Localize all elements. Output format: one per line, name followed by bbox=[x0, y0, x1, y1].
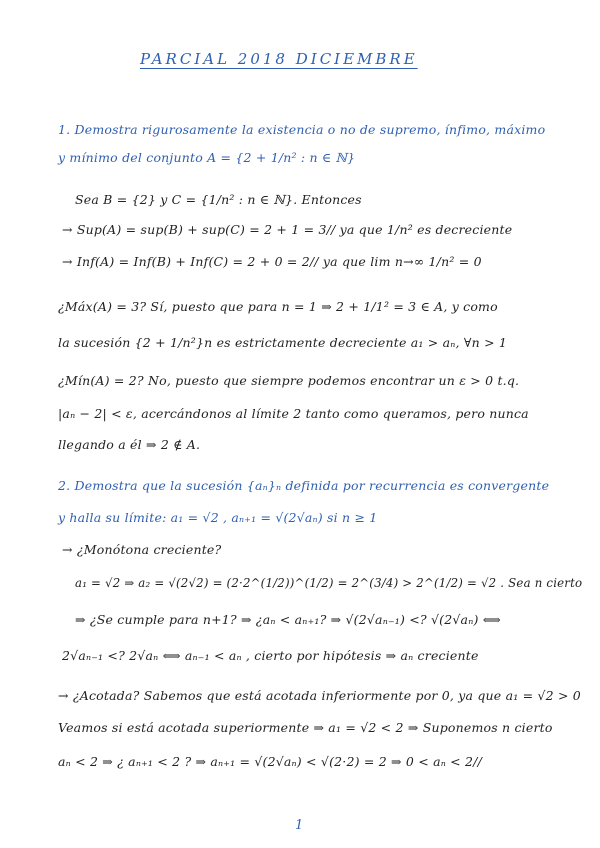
page-title: PARCIAL 2018 DICIEMBRE bbox=[140, 50, 418, 68]
solution-2-line: a₁ = √2 ⇒ a₂ = √(2√2) = (2·2^(1/2))^(1/2) = 2^(3/4) > 2^(1/2) = √2 . Sea n cierto bbox=[75, 576, 583, 590]
solution-1-line: Sea B = {2} y C = {1/n² : n ∈ ℕ}. Entonces bbox=[75, 192, 362, 207]
problem-1-statement-line-2: y mínimo del conjunto A = {2 + 1/n² : n ∈ ℕ} bbox=[58, 150, 356, 165]
solution-1-line: → Sup(A) = sup(B) + sup(C) = 2 + 1 = 3// ya que 1/n² es decreciente bbox=[62, 222, 513, 237]
solution-2-line: Veamos si está acotada superiormente ⇒ a₁ = √2 < 2 ⇒ Suponemos n cierto bbox=[58, 720, 553, 735]
solution-1-line: llegando a él ⇒ 2 ∉ A. bbox=[58, 437, 201, 452]
problem-2-statement-line-2: y halla su límite: a₁ = √2 , aₙ₊₁ = √(2√aₙ) si n ≥ 1 bbox=[58, 510, 378, 525]
solution-2-line: aₙ < 2 ⇒ ¿ aₙ₊₁ < 2 ? ⇒ aₙ₊₁ = √(2√aₙ) < √(2·2) = 2 ⇒ 0 < aₙ < 2// bbox=[58, 754, 482, 769]
solution-1-line: |aₙ − 2| < ε, acercándonos al límite 2 tanto como queramos, pero nunca bbox=[58, 406, 529, 421]
solution-1-line: → Inf(A) = Inf(B) + Inf(C) = 2 + 0 = 2// ya que lim n→∞ 1/n² = 0 bbox=[62, 254, 482, 269]
solution-1-line: ¿Máx(A) = 3? Sí, puesto que para n = 1 ⇒ 2 + 1/1² = 3 ∈ A, y como bbox=[58, 299, 498, 314]
solution-1-line: la sucesión {2 + 1/n²}n es estrictamente decreciente a₁ > aₙ, ∀n > 1 bbox=[58, 335, 508, 350]
solution-2-line: 2√aₙ₋₁ <? 2√aₙ ⟺ aₙ₋₁ < aₙ , cierto por hipótesis ⇒ aₙ creciente bbox=[62, 648, 479, 663]
solution-2-line: ⇒ ¿Se cumple para n+1? ⇒ ¿aₙ < aₙ₊₁? ⇒ √(2√aₙ₋₁) <? √(2√aₙ) ⟺ bbox=[75, 612, 501, 627]
problem-2-statement-line-1: 2. Demostra que la sucesión {aₙ}ₙ definida por recurrencia es convergente bbox=[58, 478, 550, 493]
solution-1-line: ¿Mín(A) = 2? No, puesto que siempre podemos encontrar un ε > 0 t.q. bbox=[58, 373, 520, 388]
solution-2-line: → ¿Acotada? Sabemos que está acotada inferiormente por 0, ya que a₁ = √2 > 0 bbox=[58, 688, 581, 703]
problem-1-statement-line-1: 1. Demostra rigurosamente la existencia o no de supremo, ínfimo, máximo bbox=[58, 122, 546, 137]
solution-2-line: → ¿Monótona creciente? bbox=[62, 542, 222, 557]
page-number: 1 bbox=[295, 818, 304, 833]
